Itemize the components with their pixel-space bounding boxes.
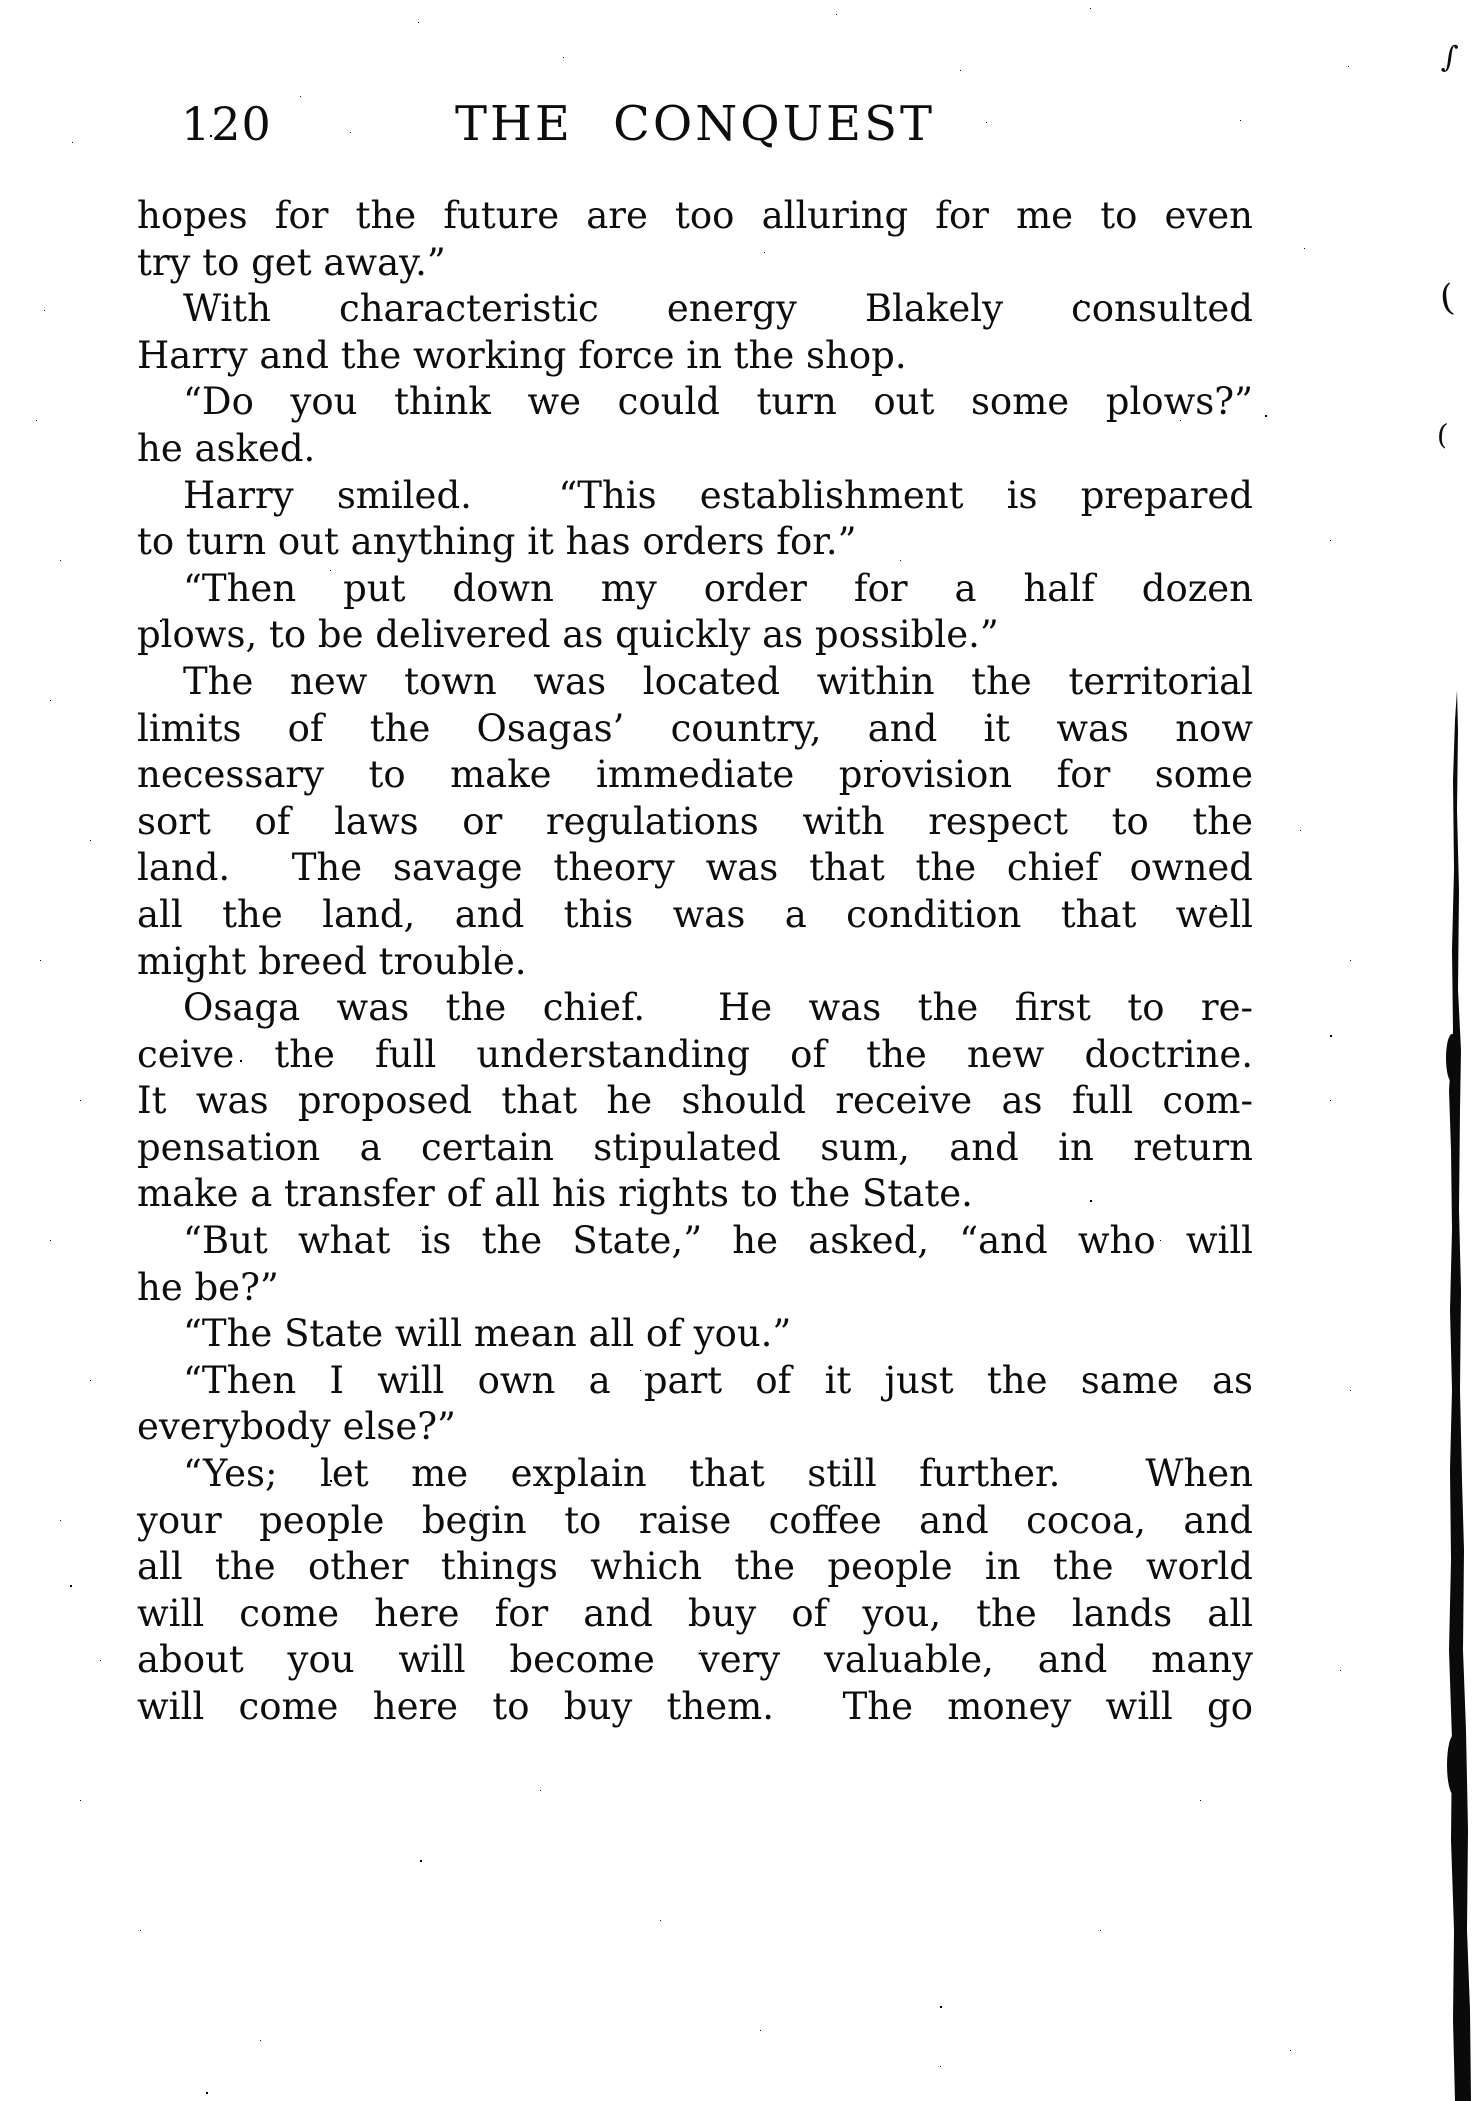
paragraph bbox=[137, 985, 1253, 1218]
text-line: will come here to buy them. The money will go bbox=[137, 1685, 1253, 1728]
text-line: make a transfer of all his rights to the State. bbox=[137, 1172, 973, 1216]
scan-gutter-streak bbox=[1437, 690, 1477, 2101]
body-text bbox=[137, 193, 1253, 1731]
scan-artifact-icon: ∫ bbox=[1440, 39, 1460, 76]
text-line: about you will become very valuable, and many bbox=[137, 1638, 1253, 1682]
paragraph bbox=[137, 1311, 1253, 1358]
text-line: The new town was located within the territorial bbox=[183, 659, 1253, 703]
text-line: necessary to make immediate provision for some bbox=[137, 753, 1253, 797]
text-line: all the land, and this was a condition that well bbox=[137, 892, 1253, 936]
scan-artifact-icon: ( bbox=[1437, 277, 1457, 320]
paragraph bbox=[137, 659, 1253, 985]
text-line: “The State will mean all of you.” bbox=[183, 1312, 792, 1356]
text-line: everybody else?” bbox=[137, 1405, 456, 1449]
text-line: sort of laws or regulations with respect to the bbox=[137, 799, 1253, 843]
scan-artifact-icon: ( bbox=[1435, 417, 1450, 452]
text-line: land. The savage theory was that the chief owned bbox=[137, 846, 1253, 890]
text-line: “Do you think we could turn out some plows?” bbox=[183, 380, 1253, 424]
text-line: might breed trouble. bbox=[137, 939, 527, 983]
text-line: all the other things which the people in the world bbox=[137, 1545, 1253, 1589]
text-line: pensation a certain stipulated sum, and in return bbox=[137, 1125, 1253, 1169]
text-line: try to get away.” bbox=[137, 240, 446, 284]
text-line: will come here for and buy of you, the lands all bbox=[137, 1591, 1253, 1635]
text-line: ceive the full understanding of the new doctrine. bbox=[137, 1032, 1253, 1076]
paragraph bbox=[137, 473, 1253, 566]
text-line: hopes for the future are too alluring for me to even bbox=[137, 194, 1253, 237]
text-line: he asked. bbox=[137, 426, 316, 470]
paragraph bbox=[137, 379, 1253, 472]
text-line: Harry and the working force in the shop. bbox=[137, 333, 907, 377]
text-line: limits of the Osagas’ country, and it was now bbox=[137, 706, 1253, 750]
paragraph bbox=[137, 566, 1253, 659]
paragraph bbox=[137, 1358, 1253, 1451]
text-line: your people begin to raise coffee and cocoa, and bbox=[137, 1498, 1253, 1542]
paragraph bbox=[137, 1218, 1253, 1311]
text-line: “Then put down my order for a half dozen bbox=[183, 566, 1253, 610]
scan-noise-specks bbox=[0, 0, 2, 2]
text-line: plows, to be delivered as quickly as possible.” bbox=[137, 613, 999, 657]
text-line: With characteristic energy Blakely consulted bbox=[183, 287, 1253, 331]
text-line: “Yes; let me explain that still further. When bbox=[183, 1452, 1253, 1496]
text-line: “But what is the State,” he asked, “and who will bbox=[183, 1219, 1253, 1263]
text-line: he be?” bbox=[137, 1265, 279, 1309]
running-head-title: THE CONQUEST bbox=[455, 96, 935, 152]
paragraph bbox=[137, 1451, 1253, 1731]
text-line: to turn out anything it has orders for.” bbox=[137, 520, 857, 564]
text-line: Harry smiled. “This establishment is prepared bbox=[183, 473, 1253, 517]
paragraph bbox=[137, 286, 1253, 379]
text-line: It was proposed that he should receive as full com- bbox=[137, 1079, 1253, 1123]
text-line: “Then I will own a part of it just the same as bbox=[183, 1358, 1253, 1402]
text-line: Osaga was the chief. He was the first to re- bbox=[183, 986, 1253, 1030]
page-number: 120 bbox=[181, 97, 272, 151]
paragraph bbox=[137, 193, 1253, 286]
